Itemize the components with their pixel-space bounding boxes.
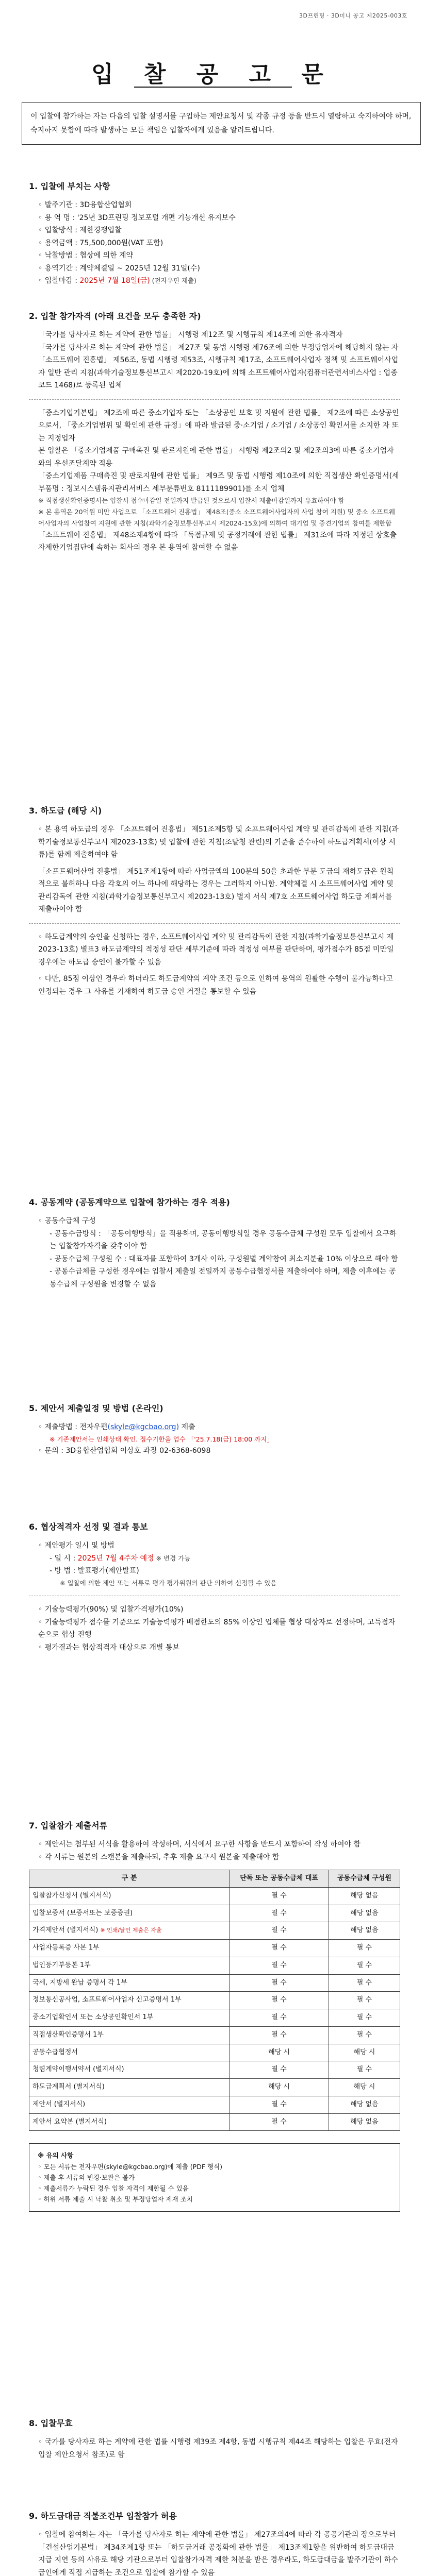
table-header: 공동수급체 구성원 xyxy=(329,1870,400,1888)
s3-item: ◦ 하도급계약의 승인을 신청하는 경우, 소프트웨어사업 계약 및 관리감독에 관한 지침(과학기술정보통신부고시 제2023-13호) 별표3 하도급계약의 적정성 판단 세부기준에 따라 적정성 여부를 판단하며, 평가점수가 85점 미만일 경우에는 하도급 승인이 불가할 수 있음 xyxy=(38,933,394,967)
table-cell-text: 가격제안서 (별지서식) xyxy=(32,1926,99,1935)
s2-item: 본 입찰은 「중소기업제품 구매촉진 및 판로지원에 관한 법률」 시행령 제2조의2 및 제2조의3에 따른 중소기업자와의 우선조달계약 적용 xyxy=(38,447,394,468)
table-row xyxy=(29,1992,400,2009)
s3-item: ◦ 다만, 85점 이상인 경우라 하더라도 하도급계약의 계약 조건 등으로 인하여 용역의 원활한 수행이 불가능하다고 인정되는 경우 그 사유를 기재하여 하도급 승인 거절을 통보할 수 있음 xyxy=(38,975,393,996)
section-5-title: 5. 제안서 제출일정 및 방법 (온라인) xyxy=(29,1403,163,1413)
s2-item: 「중소기업제품 구매촉진 및 판로지원에 관한 법률」 제9조 및 동법 시행령 제10조에 의한 직접생산 확인증명서(세부품명 : 정보시스템유지관리서비스 세부분류번호 8111189901)를 소지 업체 xyxy=(38,472,399,493)
table-cell: 필 수 xyxy=(329,1992,400,2009)
s6-item: ◦ 평가결과는 협상적격자 대상으로 개별 통보 xyxy=(38,1643,179,1652)
s4-item: - 공동수급체를 구성한 경우에는 입찰서 제출일 전일까지 공동수급협정서를 제출하여야 하며, 제출 이후에는 공동수급체 구성원을 변경할 수 없음 xyxy=(50,1267,396,1289)
section-2-title: 2. 입찰 참가자격 (아래 요건을 모두 충족한 자) xyxy=(29,311,201,321)
email-link[interactable]: (skyle@kgcbao.org) xyxy=(107,1423,179,1431)
section-8 xyxy=(29,2416,400,2461)
document-number: 3D프린팅 · 3D미니 공고 제2025-003호 xyxy=(299,12,407,19)
title-underline xyxy=(134,87,292,88)
s6-date-label: - 일 시 : xyxy=(50,1554,78,1563)
table-cell: 필 수 xyxy=(230,1922,329,1940)
table-cell: 공동수급협정서 xyxy=(29,2044,230,2061)
s5-label: ◦ 제출방법 : 전자우편 xyxy=(38,1423,108,1431)
table-cell: 정보통신공사업, 소프트웨어사업자 신고증명서 1부 xyxy=(29,1992,230,2009)
table-cell: 입찰참가신청서 (별지서식) xyxy=(29,1887,230,1905)
table-cell: 해당 시 xyxy=(329,2044,400,2061)
s5-email-suffix: 제출 xyxy=(179,1423,195,1431)
table-row xyxy=(29,2113,400,2131)
table-header: 단독 또는 공동수급체 대표 xyxy=(230,1870,329,1888)
divider xyxy=(29,923,400,924)
table-cell: 필 수 xyxy=(329,2061,400,2079)
table-cell: 중소기업확인서 또는 소상공인확인서 1부 xyxy=(29,2009,230,2027)
table-cell: 청렴계약이행서약서 (별지서식) xyxy=(29,2061,230,2079)
table-cell: 해당 시 xyxy=(230,2079,329,2096)
table-cell: 필 수 xyxy=(329,1974,400,1992)
table-cell: 해당 시 xyxy=(329,2079,400,2096)
table-row xyxy=(29,1922,400,1940)
s1-item: ◦ 용 역 명 : '25년 3D프린팅 정보포털 개편 기능개선 유지보수 xyxy=(38,213,236,222)
documents-table-wrap xyxy=(29,1870,400,2131)
table-cell: 필 수 xyxy=(230,2009,329,2027)
table-cell: 필 수 xyxy=(230,2113,329,2131)
table-cell: 해당 없음 xyxy=(329,2096,400,2113)
section-6-title: 6. 협상적격자 선정 및 결과 통보 xyxy=(29,1522,148,1532)
s5-inquiry: ◦ 문의 : 3D융합산업협회 이상호 과장 02-6368-6098 xyxy=(38,1447,211,1455)
table-cell: 필 수 xyxy=(230,1974,329,1992)
section-2 xyxy=(29,309,400,554)
s6-item: ◦ 기술능력평가(90%) 및 입찰가격평가(10%) xyxy=(38,1605,184,1614)
s2-item: 「국가를 당사자로 하는 계약에 관한 법률」 시행령 제12조 및 시행규칙 제14조에 의한 유자격자 xyxy=(38,331,343,339)
notice-title: ※ 유의 사항 xyxy=(38,2151,74,2160)
table-cell: 해당 시 xyxy=(230,2044,329,2061)
s7-item: ◦ 제안서는 첨부된 서식을 활용하여 작성하며, 서식에서 요구한 사항을 반드시 포함하여 작성 하여야 함 xyxy=(38,1840,361,1849)
s1-deadline xyxy=(38,275,400,287)
deadline-label: ◦ 입찰마감 : xyxy=(38,277,80,285)
deadline-value: 2025년 7월 18일(금) xyxy=(79,277,150,285)
table-cell: 필 수 xyxy=(230,2061,329,2079)
table-row xyxy=(29,2009,400,2027)
page-title: 입 찰 공 고 문 xyxy=(91,61,335,88)
table-cell: 법인등기부등본 1부 xyxy=(29,1957,230,1974)
table-cell: 필 수 xyxy=(329,1957,400,1974)
table-cell: 필 수 xyxy=(230,1940,329,1957)
s6-item: ◦ 기술능력평가 점수를 기준으로 기술능력평가 배점한도의 85% 이상인 업체를 협상 대상자로 선정하며, 고득점자 순으로 협상 진행 xyxy=(38,1618,396,1639)
table-cell: 필 수 xyxy=(329,1940,400,1957)
table-cell: 해당 없음 xyxy=(329,2113,400,2131)
table-cell: 입찰보증서 (보증서또는 보증증권) xyxy=(29,1905,230,1922)
documents-table xyxy=(29,1870,400,2131)
notice-item: ◦ 제출서류가 누락된 경우 입찰 자격이 제한될 수 있음 xyxy=(38,2184,189,2192)
table-cell: 제안서 요약본 (별지서식) xyxy=(29,2113,230,2131)
s1-item: ◦ 용역금액 : 75,500,000원(VAT 포함) xyxy=(38,239,163,247)
s6-date-value: 2025년 7월 4주차 예정 xyxy=(77,1554,154,1563)
table-cell: 필 수 xyxy=(230,2096,329,2113)
divider xyxy=(29,399,400,400)
section-1-title: 1. 입찰에 부치는 사항 xyxy=(29,181,110,191)
s1-item: ◦ 발주기관 : 3D융합산업협회 xyxy=(38,201,132,209)
notice-item: ◦ 허위 서류 제출 시 낙찰 취소 및 부정당업자 제재 조치 xyxy=(38,2195,193,2204)
s6-date-suffix: ※ 변경 가능 xyxy=(154,1554,191,1562)
table-cell: 해당 없음 xyxy=(329,1905,400,1922)
section-5 xyxy=(29,1401,400,1458)
table-cell: 필 수 xyxy=(230,1905,329,1922)
s2-note: ※ 본 용역은 20억원 미만 사업으로 「소프트웨어 진흥법」 제48조(중소 소프트웨어사업자의 사업 참여 지원) 및 중소 소프트웨어사업자의 사업참여 지원에 관한 지침(과학기술정보통신부고시 제2024-15호)에 의하여 대기업 및 중견기업의 참여를 제한함 xyxy=(38,507,396,527)
table-cell: 직접생산확인증명서 1부 xyxy=(29,2026,230,2044)
table-cell: 국세, 지방세 완납 증명서 각 1부 xyxy=(29,1974,230,1992)
s4-item: - 공동수급방식 : 「공동이행방식」을 적용하며, 공동이행방식일 경우 공동수급체 구성원 모두 입찰에서 요구하는 입찰참가자격을 갖추어야 함 xyxy=(50,1229,397,1250)
table-row xyxy=(29,2044,400,2061)
s1-item: ◦ 용역기간 : 계약체결일 ~ 2025년 12월 31일(수) xyxy=(38,264,200,273)
table-cell xyxy=(29,1922,230,1940)
section-7-title: 7. 입찰참가 제출서류 xyxy=(29,1821,107,1831)
table-row xyxy=(29,1940,400,1957)
s3-item: ◦ 본 용역 하도급의 경우 「소프트웨어 진흥법」 제51조제5항 및 소프트웨어사업 계약 및 관리감독에 관한 지침(과학기술정보통신부고시 제2023-13호) 및 입찰에 관한 지침(조달청 관련)의 기준을 준수하여 하도급계획서(이상 서류)를 함께 제출하여야 함 xyxy=(38,825,399,859)
s2-item: 「국가를 당사자로 하는 계약에 관한 법률」 제27조 및 동법 시행령 제76조에 의한 부정당업자에 해당하지 않는 자 xyxy=(38,343,399,352)
notice-item: ◦ 모든 서류는 전자우편(skyle@kgcbao.org)에 제출 (PDF 형식) xyxy=(38,2162,223,2171)
s4-item: - 공동수급체 구성원 수 : 대표자를 포함하여 3개사 이하, 구성원별 계약참여 최소지분율 10% 이상으로 해야 함 xyxy=(50,1255,398,1263)
table-row xyxy=(29,2061,400,2079)
table-row xyxy=(29,2079,400,2096)
s2-item: 「소프트웨어 진흥법」 제48조제4항에 따라 「독점규제 및 공정거래에 관한 법률」 제31조에 따라 지정된 상호출자제한기업집단에 속하는 회사의 경우 본 용역에 참여할 수 없음 xyxy=(38,531,397,552)
table-cell: 제안서 (별지서식) xyxy=(29,2096,230,2113)
s1-item: ◦ 입찰방식 : 제한경쟁입찰 xyxy=(38,226,122,234)
table-cell: 해당 없음 xyxy=(329,1922,400,1940)
table-cell: 필 수 xyxy=(230,1957,329,1974)
s3-item: 「소프트웨어산업 진흥법」 제51조제1항에 따라 사업금액의 100분의 50을 초과한 부분 도급의 재하도급은 원칙적으로 불허하나 다음 각호의 어느 하나에 해당하는 경우는 그러하지 아니함. 계약체결 시 소프트웨어사업 계약 및 관리감독에 관한 지침(과학기술정보통신부고시 제2023-13호) 별지 서식 제7호 소프트웨어사업 하도급 계획서를 제출하여야 함 xyxy=(38,867,394,913)
s6-method-note: ※ 입찰에 의한 제안 또는 서류로 평가 평가위원의 판단 의하여 선정될 수 있음 xyxy=(60,1579,277,1587)
table-cell: 하도급계획서 (별지서식) xyxy=(29,2079,230,2096)
s2-item: 「소프트웨어 진흥법」 제56조, 동법 시행령 제53조, 시행규칙 제17조, 소프트웨어사업자 정책 및 소프트웨어사업자 일반 관리 지침(과학기술정보통신부고시 제2020-19호)에 의해 소프트웨어사업자(컴퓨터관련서비스사업 : 업종코드 1468)로 등록된 업체 xyxy=(38,356,399,389)
table-cell: 필 수 xyxy=(230,1887,329,1905)
section-1 xyxy=(29,179,400,287)
section-4 xyxy=(29,1195,400,1291)
table-cell: 사업자등록증 사본 1부 xyxy=(29,1940,230,1957)
section-8-title: 8. 입찰무효 xyxy=(29,2418,73,2428)
table-row xyxy=(29,1905,400,1922)
notice-item: ◦ 제출 후 서류의 변경·보완은 불가 xyxy=(38,2173,135,2181)
s9-item: ◦ 입찰에 참여하는 자는 「국가를 당사자로 하는 계약에 관한 법률」 제27조의4에 따라 각 공공기관의 장으로부터 「건설산업기본법」 제34조제1항 또는 「하도급거래 공정화에 관한 법률」 제13조제1항을 위반하여 하도급대금 지급 지연 등의 사유로 해당 기관으로부터 입찰참가자격 제한 처분을 받은 경우라도, 하도급대금을 발주기관이 하수급인에게 직접 지급하는 조건으로 입찰에 참가할 수 있음 xyxy=(38,2531,398,2576)
s5-method xyxy=(38,1421,400,1434)
table-cell: 필 수 xyxy=(329,2009,400,2027)
s2-note: ※ 직접생산확인증명서는 입찰서 접수마감일 전일까지 발급된 것으로서 입찰서 제출마감일까지 유효하여야 함 xyxy=(38,497,345,504)
table-cell: 필 수 xyxy=(230,1992,329,2009)
section-9-title: 9. 하도급대금 직불조건부 입찰참가 허용 xyxy=(29,2511,177,2521)
s1-item: ◦ 낙찰방법 : 협상에 의한 계약 xyxy=(38,251,133,260)
deadline-suffix: (전자우편 제출) xyxy=(150,277,196,284)
intro-box: 이 입찰에 참가하는 자는 다음의 입찰 설명서를 구입하는 제안요청서 및 각종 규정 등을 반드시 열람하고 숙지하여야 하며, 숙지하지 못함에 따라 발생하는 모든 책임은 입찰자에게 있음을 알려드립니다. xyxy=(22,102,421,145)
section-9 xyxy=(29,2509,400,2576)
s6-method: - 방 법 : 발표평가(제안발표) xyxy=(50,1567,139,1575)
table-row xyxy=(29,1974,400,1992)
s7-item: ◦ 각 서류는 원본의 스캔본을 제출하되, 추후 제출 요구시 원본을 제출해야 함 xyxy=(38,1853,280,1861)
s6-item: ◦ 제안평가 일시 및 방법 xyxy=(38,1541,114,1550)
section-3-title: 3. 하도급 (해당 시) xyxy=(29,806,102,816)
table-row xyxy=(29,1957,400,1974)
section-6 xyxy=(29,1520,400,1654)
table-row xyxy=(29,1887,400,1905)
table-cell: 해당 없음 xyxy=(329,1887,400,1905)
section-7 xyxy=(29,1819,400,2212)
s5-warning: ※ 기존제안서는 인쇄상태 확인. 접수기한을 엄수 「'25.7.18(금) 18:00 까지」 xyxy=(50,1435,273,1443)
notice-box xyxy=(29,2143,400,2211)
s2-item: 「중소기업기본법」 제2조에 따른 중소기업자 또는 「소상공인 보호 및 지원에 관한 법률」 제2조에 따른 소상공인으로서, 「중소기업범위 및 확인에 관한 규정」에 따라 발급된 중·소기업 / 소기업 / 소상공인 확인서를 소지한 자 또는 지정업자 xyxy=(38,409,399,443)
table-header: 구 분 xyxy=(29,1870,230,1888)
s6-date xyxy=(50,1552,400,1565)
s8-item: ◦ 국가를 당사자로 하는 계약에 관한 법률 시행령 제39조 제4항, 동법 시행규칙 제44조 해당하는 입찰은 무효(전자입찰 제안요청서 참조)로 함 xyxy=(38,2438,398,2459)
table-cell: 필 수 xyxy=(230,2026,329,2044)
section-3 xyxy=(29,804,400,998)
price-note: ※ 인쇄/날인 제출은 자율 xyxy=(100,1927,162,1934)
table-row xyxy=(29,2026,400,2044)
section-4-title: 4. 공동계약 (공동계약으로 입찰에 참가하는 경우 적용) xyxy=(29,1197,230,1207)
table-cell: 필 수 xyxy=(329,2026,400,2044)
table-row xyxy=(29,2096,400,2113)
s4-item: ◦ 공동수급체 구성 xyxy=(38,1217,96,1225)
